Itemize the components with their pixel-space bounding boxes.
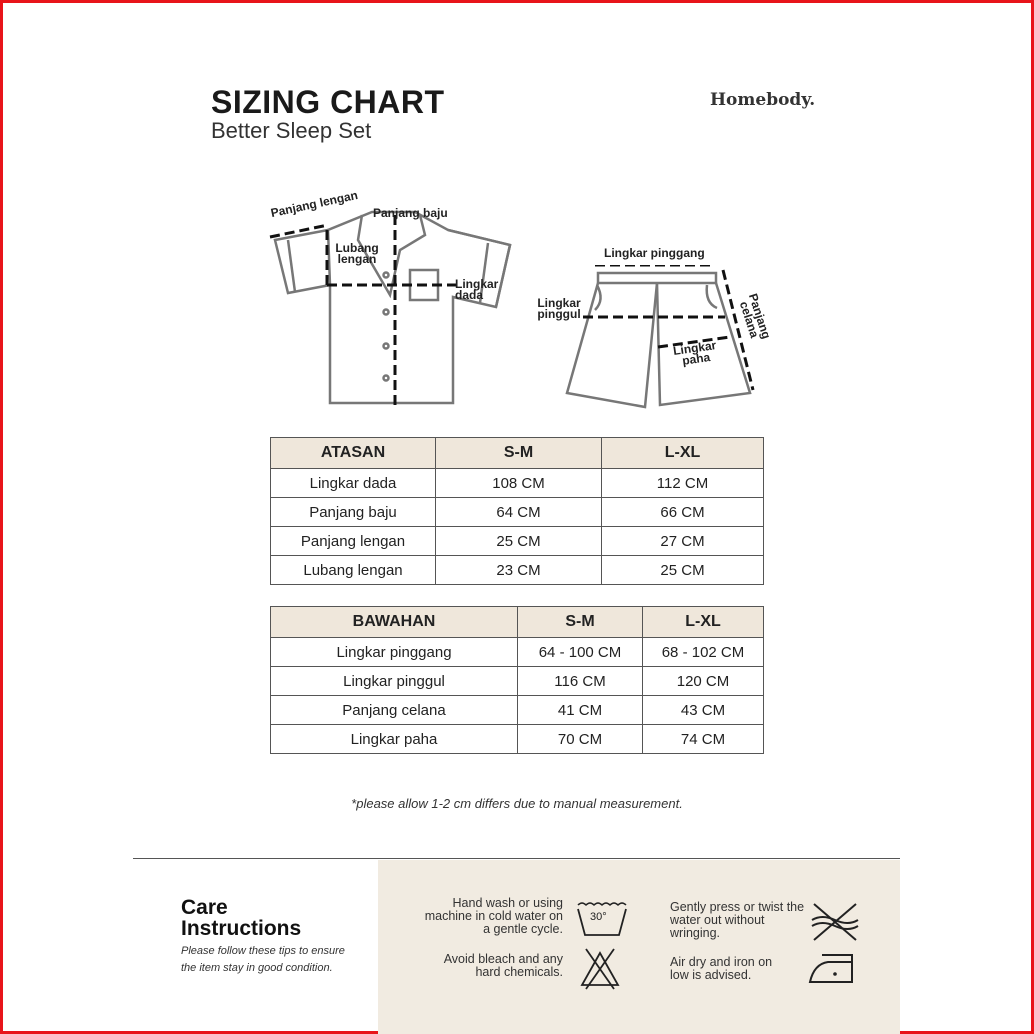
column-header: BAWAHAN <box>271 607 518 638</box>
care-title-line-1: Care <box>181 896 228 919</box>
care-title-line-2: Instructions <box>181 917 302 940</box>
cell: 27 CM <box>602 527 764 556</box>
cell: 108 CM <box>436 469 602 498</box>
shorts-diagram-icon <box>555 265 770 415</box>
care-text-bleach: Avoid bleach and any hard chemicals. <box>443 952 563 979</box>
cell: Panjang lengan <box>271 527 436 556</box>
cell: 66 CM <box>602 498 764 527</box>
cell: 64 - 100 CM <box>518 638 643 667</box>
table-row <box>271 527 764 556</box>
cell: Panjang baju <box>271 498 436 527</box>
table-row <box>271 667 764 696</box>
column-header: S-M <box>436 438 602 469</box>
care-text-wash: Hand wash or using machine in cold water on a gentle cycle. <box>424 896 563 936</box>
label-lingkar-pinggul: Lingkar pinggul <box>537 296 581 321</box>
cell: 116 CM <box>518 667 643 696</box>
table-header-row <box>271 438 764 469</box>
cell: 64 CM <box>436 498 602 527</box>
label-panjang-lengan: Panjang lengan <box>269 187 360 221</box>
cell: Lingkar pinggang <box>271 638 518 667</box>
column-header: L-XL <box>602 438 764 469</box>
column-header: ATASAN <box>271 438 436 469</box>
label-lingkar-pinggang: Lingkar pinggang <box>604 246 705 260</box>
cell: 25 CM <box>436 527 602 556</box>
cell: Lingkar dada <box>271 469 436 498</box>
table-row <box>271 498 764 527</box>
top-size-table <box>270 437 764 585</box>
table-row <box>271 696 764 725</box>
shirt-diagram-icon <box>260 195 520 420</box>
cell: 120 CM <box>643 667 764 696</box>
no-bleach-icon <box>578 947 622 991</box>
table-row <box>271 725 764 754</box>
label-panjang-celana: Panjang celana <box>736 291 774 341</box>
cell: Lubang lengan <box>271 556 436 585</box>
cell: 112 CM <box>602 469 764 498</box>
cell: 74 CM <box>643 725 764 754</box>
table-row <box>271 556 764 585</box>
measurement-note: *please allow 1-2 cm differs due to manual measurement. <box>351 796 683 811</box>
cell: 70 CM <box>518 725 643 754</box>
page-subtitle: Better Sleep Set <box>211 118 372 143</box>
brand-logo: Homebody. <box>710 90 816 110</box>
column-header: L-XL <box>643 607 764 638</box>
iron-low-icon <box>808 952 856 986</box>
bottom-size-table <box>270 606 764 754</box>
table-row <box>271 469 764 498</box>
cell: Lingkar paha <box>271 725 518 754</box>
cell: Panjang celana <box>271 696 518 725</box>
label-lingkar-dada: Lingkar dada <box>455 277 499 302</box>
divider <box>133 858 900 859</box>
cell: 41 CM <box>518 696 643 725</box>
care-panel <box>378 860 900 1034</box>
care-title <box>181 897 301 939</box>
label-lingkar-paha: Lingkar paha <box>672 338 718 368</box>
label-lubang-lengan: Lubang lengan <box>335 241 379 266</box>
table-header-row <box>271 607 764 638</box>
cell: 25 CM <box>602 556 764 585</box>
cell: Lingkar pinggul <box>271 667 518 696</box>
no-wring-icon <box>810 902 860 942</box>
care-text-wring: Gently press or twist the water out without wringing. <box>670 900 805 940</box>
table-row <box>271 638 764 667</box>
column-header: S-M <box>518 607 643 638</box>
cell: 68 - 102 CM <box>643 638 764 667</box>
page-title: SIZING CHART <box>211 84 445 120</box>
care-subtitle: Please follow these tips to ensure the item stay in good condition. <box>181 945 345 974</box>
label-panjang-baju: Panjang baju <box>373 206 448 220</box>
care-text-iron: Air dry and iron on low is advised. <box>670 955 773 982</box>
wash-temp: 30° <box>590 911 607 923</box>
cell: 43 CM <box>643 696 764 725</box>
cell: 23 CM <box>436 556 602 585</box>
